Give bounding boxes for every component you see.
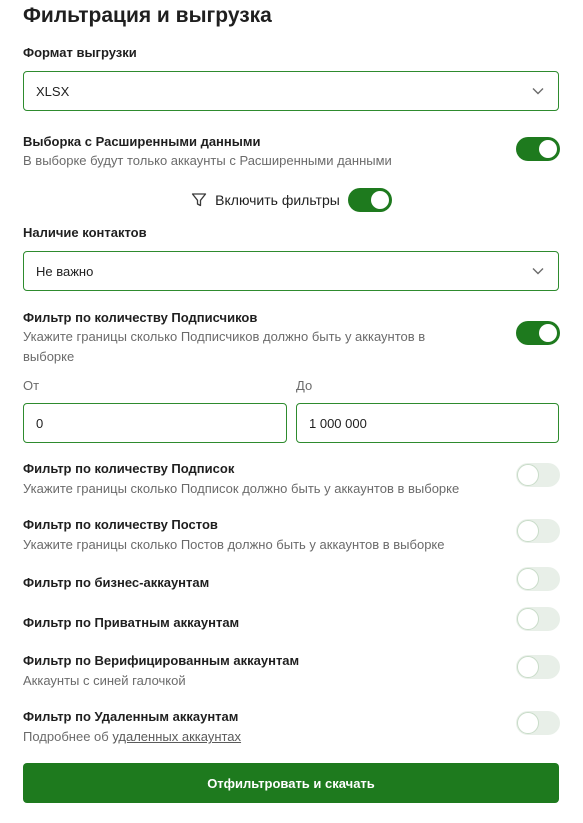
toggle-knob bbox=[517, 464, 539, 486]
followers-to-input[interactable] bbox=[296, 403, 559, 443]
followers-from-input[interactable] bbox=[23, 403, 287, 443]
deleted-accounts-link[interactable]: удаленных аккаунтах bbox=[112, 729, 242, 744]
export-format-select[interactable] bbox=[23, 71, 559, 111]
export-format-value: XLSX bbox=[36, 83, 70, 99]
following-filter-description: Укажите границы сколько Подписок должно быть у аккаунтов в выборке bbox=[23, 481, 460, 496]
deleted-filter-label: Фильтр по Удаленным аккаунтам bbox=[23, 709, 239, 724]
filter-and-download-button[interactable]: Отфильтровать и скачать bbox=[23, 763, 559, 803]
export-format-label: Формат выгрузки bbox=[23, 45, 137, 60]
deleted-filter-toggle[interactable] bbox=[516, 711, 560, 735]
followers-from-value: 0 bbox=[36, 415, 44, 431]
followers-filter-description-2: выборке bbox=[23, 349, 75, 364]
chevron-down-icon bbox=[532, 87, 544, 95]
business-filter-label: Фильтр по бизнес-аккаунтам bbox=[23, 575, 210, 590]
deleted-filter-description bbox=[23, 727, 241, 747]
private-filter-toggle[interactable] bbox=[516, 607, 560, 631]
contacts-select[interactable] bbox=[23, 251, 559, 291]
chevron-down-icon bbox=[532, 267, 544, 275]
private-filter-label: Фильтр по Приватным аккаунтам bbox=[23, 615, 240, 630]
posts-filter-description: Укажите границы сколько Постов должно быть у аккаунтов в выборке bbox=[23, 537, 445, 552]
followers-filter-label: Фильтр по количеству Подписчиков bbox=[23, 310, 258, 325]
verified-filter-description: Аккаунты с синей галочкой bbox=[23, 673, 186, 688]
toggle-knob bbox=[517, 608, 539, 630]
enable-filters-toggle[interactable] bbox=[348, 188, 392, 212]
followers-from-label: От bbox=[23, 378, 40, 393]
posts-filter-toggle[interactable] bbox=[516, 519, 560, 543]
following-filter-toggle[interactable] bbox=[516, 463, 560, 487]
business-filter-toggle[interactable] bbox=[516, 567, 560, 591]
extended-data-label: Выборка с Расширенными данными bbox=[23, 134, 261, 149]
followers-filter-toggle[interactable] bbox=[516, 321, 560, 345]
following-filter-label: Фильтр по количеству Подписок bbox=[23, 461, 235, 476]
verified-filter-toggle[interactable] bbox=[516, 655, 560, 679]
toggle-knob bbox=[517, 656, 539, 678]
toggle-knob bbox=[539, 140, 557, 158]
enable-filters-label: Включить фильтры bbox=[215, 192, 340, 208]
funnel-icon bbox=[191, 192, 207, 208]
toggle-knob bbox=[517, 520, 539, 542]
toggle-knob bbox=[517, 712, 539, 734]
followers-to-label: До bbox=[296, 378, 313, 393]
toggle-knob bbox=[371, 191, 389, 209]
followers-filter-description-1: Укажите границы сколько Подписчиков должно быть у аккаунтов в bbox=[23, 329, 426, 344]
enable-filters-row bbox=[0, 187, 583, 213]
extended-data-description: В выборке будут только аккаунты с Расширенными данными bbox=[23, 153, 392, 168]
verified-filter-label: Фильтр по Верифицированным аккаунтам bbox=[23, 653, 300, 668]
toggle-knob bbox=[539, 324, 557, 342]
toggle-knob bbox=[517, 568, 539, 590]
contacts-label: Наличие контактов bbox=[23, 225, 147, 240]
page-title: Фильтрация и выгрузка bbox=[23, 4, 272, 27]
deleted-filter-description-prefix: Подробнее об bbox=[23, 729, 113, 744]
posts-filter-label: Фильтр по количеству Постов bbox=[23, 517, 218, 532]
contacts-value: Не важно bbox=[36, 263, 94, 279]
extended-data-toggle[interactable] bbox=[516, 137, 560, 161]
followers-to-value: 1 000 000 bbox=[309, 415, 367, 431]
